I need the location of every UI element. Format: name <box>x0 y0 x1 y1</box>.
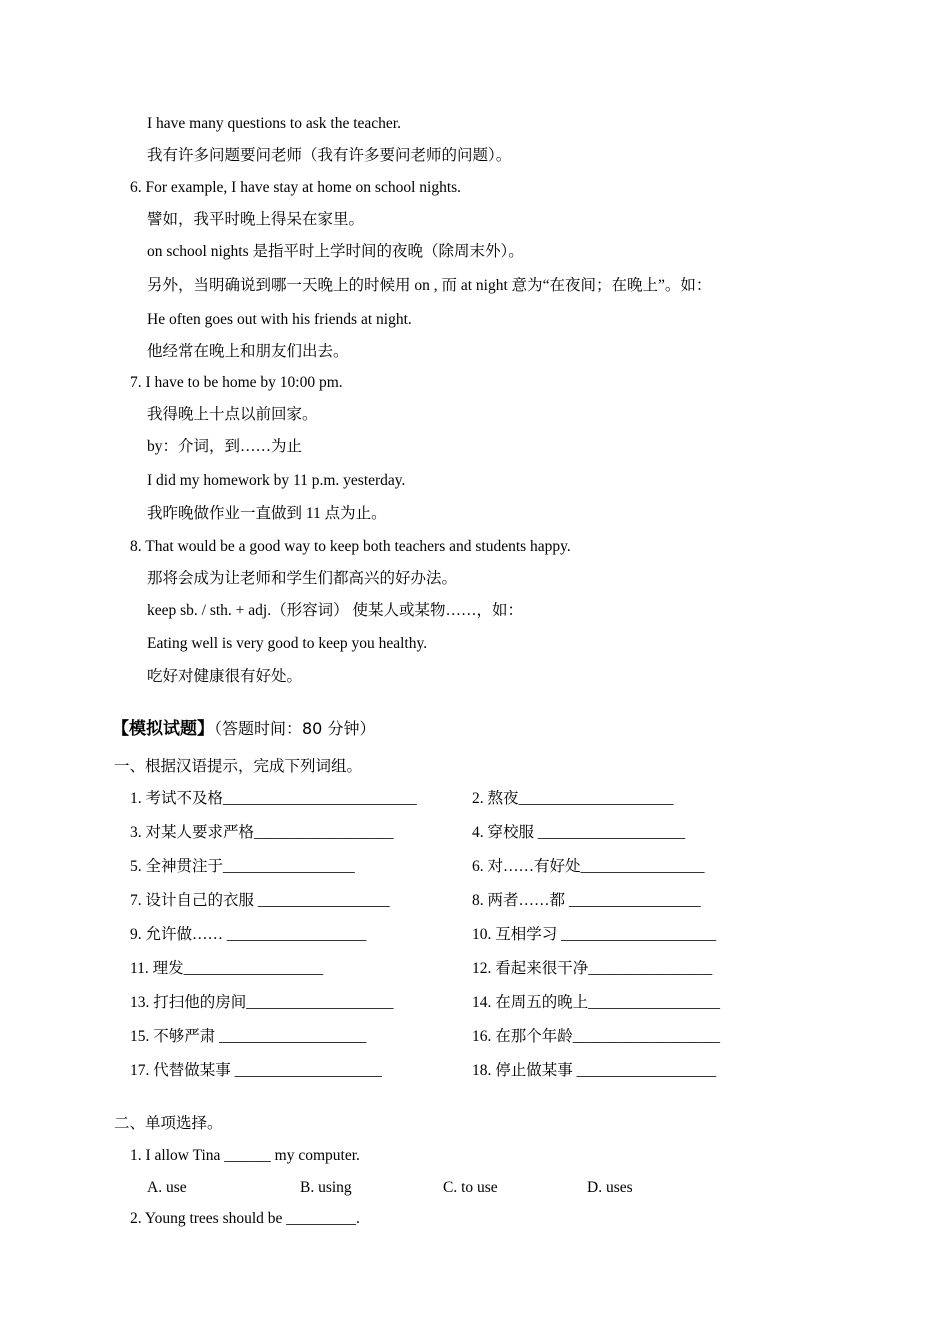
translation: 吃好对健康很有好处。 <box>147 668 303 685</box>
option-b: B. using <box>300 1179 352 1196</box>
explanation: keep sb. / sth. + adj.（形容词） 使某人或某物……，如： <box>147 602 523 619</box>
explanation: on school nights 是指平时上学时间的夜晚（除周末外）。 <box>147 243 524 260</box>
section-2-heading: 二、单项选择。 <box>114 1115 223 1132</box>
explanation: 另外，当明确说到哪一天晚上的时候用 on , 而 at night 意为“在夜间；在晚上”。如： <box>147 277 712 294</box>
example-sentence: I have many questions to ask the teacher. <box>147 115 401 132</box>
option-d: D. uses <box>587 1179 633 1196</box>
note-item-7: 7. I have to be home by 10:00 pm. <box>130 374 343 391</box>
vocab-item: 16. 在那个年龄___________________ <box>472 1028 721 1045</box>
option-a: A. use <box>147 1179 187 1196</box>
example-sentence: He often goes out with his friends at night. <box>147 311 412 328</box>
translation: 我得晚上十点以前回家。 <box>147 406 318 423</box>
vocab-item: 17. 代替做某事 ___________________ <box>130 1062 382 1079</box>
exam-title <box>112 718 375 740</box>
vocab-item: 6. 对……有好处________________ <box>472 858 705 875</box>
vocab-item: 1. 考试不及格_________________________ <box>130 790 417 807</box>
vocab-item: 9. 允许做…… __________________ <box>130 926 367 943</box>
note-item-8: 8. That would be a good way to keep both teachers and students happy. <box>130 538 571 555</box>
translation: 我有许多问题要问老师（我有许多要问老师的问题）。 <box>147 147 512 164</box>
explanation: by：介词，到……为止 <box>147 438 303 455</box>
note-item-6: 6. For example, I have stay at home on school nights. <box>130 179 462 196</box>
exam-time: （答题时间：80 分钟） <box>214 719 376 738</box>
vocab-item: 7. 设计自己的衣服 _________________ <box>130 892 390 909</box>
vocab-item: 18. 停止做某事 __________________ <box>472 1062 717 1079</box>
vocab-item: 13. 打扫他的房间___________________ <box>130 994 394 1011</box>
vocab-item: 3. 对某人要求严格__________________ <box>130 824 394 841</box>
vocab-item: 11. 理发__________________ <box>130 960 324 977</box>
vocab-item: 5. 全神贯注于_________________ <box>130 858 355 875</box>
translation: 譬如，我平时晚上得呆在家里。 <box>147 211 365 228</box>
example-sentence: Eating well is very good to keep you healthy. <box>147 635 428 652</box>
question-2: 2. Young trees should be _________. <box>130 1210 360 1227</box>
vocab-item: 14. 在周五的晚上_________________ <box>472 994 721 1011</box>
question-1: 1. I allow Tina ______ my computer. <box>130 1147 360 1164</box>
example-sentence: I did my homework by 11 p.m. yesterday. <box>147 472 406 489</box>
vocab-item: 4. 穿校服 ___________________ <box>472 824 686 841</box>
option-c: C. to use <box>443 1179 498 1196</box>
translation: 我昨晚做作业一直做到 11 点为止。 <box>147 505 387 522</box>
vocab-item: 10. 互相学习 ____________________ <box>472 926 717 943</box>
vocab-item: 15. 不够严肃 ___________________ <box>130 1028 367 1045</box>
section-1-heading: 一、根据汉语提示，完成下列词组。 <box>114 758 363 775</box>
vocab-item: 12. 看起来很干净________________ <box>472 960 713 977</box>
vocab-item: 8. 两者……都 _________________ <box>472 892 701 909</box>
translation: 他经常在晚上和朋友们出去。 <box>147 343 349 360</box>
translation: 那将会成为让老师和学生们都高兴的好办法。 <box>147 570 458 587</box>
exam-title-bold: 【模拟试题】 <box>112 719 214 738</box>
vocab-item: 2. 熬夜____________________ <box>472 790 674 807</box>
